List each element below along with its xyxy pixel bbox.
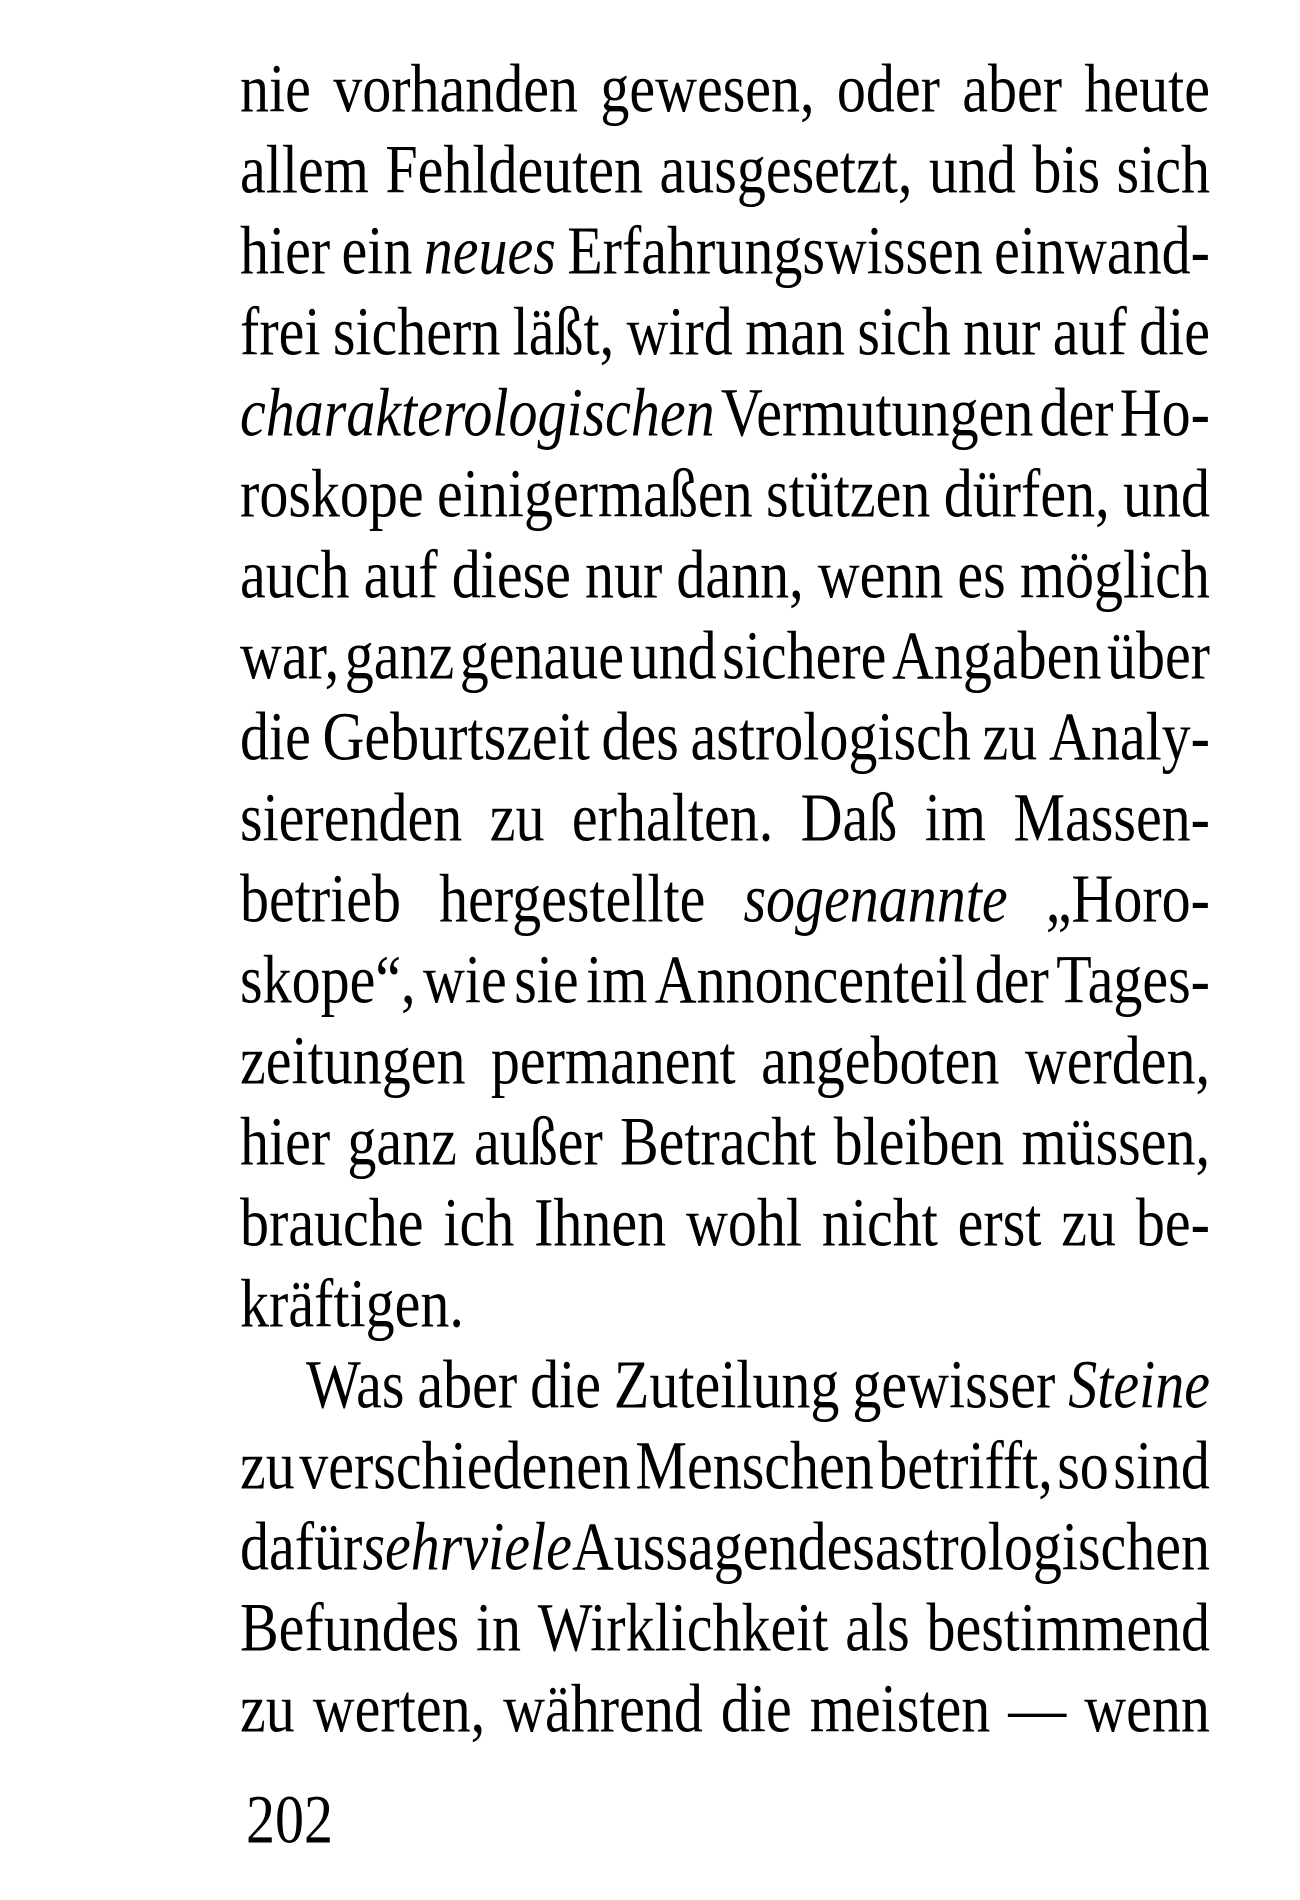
word: zu bbox=[982, 698, 1038, 775]
word: dann, bbox=[676, 536, 804, 613]
word: gewesen, bbox=[600, 50, 815, 127]
word: Ho- bbox=[1119, 374, 1210, 451]
word: neues bbox=[423, 212, 556, 289]
word: in bbox=[475, 1589, 521, 1666]
word: wie bbox=[423, 941, 507, 1018]
word: im bbox=[924, 779, 987, 856]
word: kräftigen. bbox=[240, 1265, 464, 1342]
word: Fehldeuten bbox=[385, 131, 644, 208]
word: allem bbox=[240, 131, 369, 208]
word: über bbox=[1106, 617, 1210, 694]
word: nur bbox=[584, 536, 663, 613]
word: aber bbox=[962, 50, 1063, 127]
word: Vermutungen bbox=[720, 374, 1034, 451]
word: angeboten bbox=[761, 1022, 1000, 1099]
word: der bbox=[1039, 374, 1114, 451]
word: betrieb bbox=[240, 860, 402, 937]
word: zu bbox=[489, 779, 545, 856]
word: bestimmend bbox=[926, 1589, 1210, 1666]
word: ganz bbox=[344, 617, 455, 694]
word: be- bbox=[1135, 1184, 1210, 1261]
word: auf bbox=[1052, 293, 1127, 370]
word: skope“, bbox=[240, 941, 416, 1018]
word: Zuteilung bbox=[613, 1346, 840, 1423]
word: nicht bbox=[821, 1184, 938, 1261]
word: sichern bbox=[332, 293, 501, 370]
word: Annoncenteil bbox=[654, 941, 968, 1018]
word: Ihnen bbox=[534, 1184, 667, 1261]
word: auch bbox=[240, 536, 350, 613]
word: man bbox=[745, 293, 845, 370]
word: und bbox=[1122, 455, 1210, 532]
word: sind bbox=[1113, 1427, 1210, 1504]
word: verschiedenen bbox=[299, 1427, 631, 1504]
word: ganz bbox=[347, 1103, 457, 1180]
word: frei bbox=[240, 293, 321, 370]
word: und bbox=[928, 131, 1016, 208]
word: im bbox=[586, 941, 648, 1018]
word: Betracht bbox=[619, 1103, 817, 1180]
word: ein bbox=[341, 212, 413, 289]
word: heute bbox=[1084, 50, 1210, 127]
word: als bbox=[845, 1589, 910, 1666]
word: Erfahrungswissen bbox=[567, 212, 983, 289]
word: die bbox=[1139, 293, 1210, 370]
word: betrifft, bbox=[878, 1427, 1053, 1504]
word: wenn bbox=[817, 536, 944, 613]
word: permanent bbox=[490, 1022, 736, 1099]
word: Analy- bbox=[1048, 698, 1210, 775]
word: nie bbox=[240, 50, 311, 127]
word: wohl bbox=[686, 1184, 802, 1261]
word: Tages- bbox=[1056, 941, 1210, 1018]
word: sich bbox=[857, 293, 951, 370]
word: — bbox=[1008, 1670, 1067, 1747]
word: einigermaßen bbox=[437, 455, 753, 532]
word: der bbox=[974, 941, 1049, 1018]
word: Wirklichkeit bbox=[537, 1589, 829, 1666]
word: stützen bbox=[766, 455, 931, 532]
word: während bbox=[503, 1670, 703, 1747]
word: einwand- bbox=[994, 212, 1210, 289]
word: die bbox=[530, 1346, 601, 1423]
word: zeitungen bbox=[240, 1022, 466, 1099]
word: auf bbox=[363, 536, 438, 613]
word: astrologisch bbox=[690, 698, 971, 775]
word: Menschen bbox=[635, 1427, 874, 1504]
word: zu bbox=[240, 1670, 295, 1747]
word: wird bbox=[626, 293, 733, 370]
word: werten, bbox=[312, 1670, 486, 1747]
word: sehr bbox=[362, 1508, 463, 1585]
word: erhalten. bbox=[571, 779, 774, 856]
word: Geburtszeit bbox=[322, 698, 590, 775]
word: Aussagen bbox=[571, 1508, 798, 1585]
word: erst bbox=[957, 1184, 1042, 1261]
word: so bbox=[1057, 1427, 1109, 1504]
word: genaue bbox=[459, 617, 625, 694]
word: viele bbox=[462, 1508, 572, 1585]
word: bis bbox=[1032, 131, 1101, 208]
text-line bbox=[240, 1661, 1210, 1757]
word: nur bbox=[963, 293, 1041, 370]
word: Daß bbox=[800, 779, 898, 856]
word: wenn bbox=[1084, 1670, 1210, 1747]
word: dürfen, bbox=[943, 455, 1110, 532]
word: möglich bbox=[1019, 536, 1210, 613]
word: des bbox=[797, 1508, 875, 1585]
word: außer bbox=[473, 1103, 603, 1180]
word: „Horo- bbox=[1045, 860, 1210, 937]
word: Angaben bbox=[891, 617, 1102, 694]
page-number: 202 bbox=[246, 1781, 333, 1858]
word: brauche bbox=[240, 1184, 424, 1261]
word: sie bbox=[514, 941, 579, 1018]
word: die bbox=[240, 698, 311, 775]
word: Massen- bbox=[1013, 779, 1210, 856]
word: vorhanden bbox=[333, 50, 578, 127]
word: ich bbox=[443, 1184, 515, 1261]
word: hergestellte bbox=[439, 860, 706, 937]
word: sichere bbox=[722, 617, 887, 694]
word: des bbox=[601, 698, 679, 775]
word: charakterologischen bbox=[240, 374, 715, 451]
word: zu bbox=[1061, 1184, 1117, 1261]
word: astrologischen bbox=[874, 1508, 1210, 1585]
word: bleiben bbox=[833, 1103, 1005, 1180]
word: meisten bbox=[809, 1670, 991, 1747]
word: zu bbox=[240, 1427, 295, 1504]
text-block bbox=[240, 48, 1210, 1749]
word: gewisser bbox=[852, 1346, 1056, 1423]
word: sierenden bbox=[240, 779, 463, 856]
word: und bbox=[629, 617, 717, 694]
word: Steine bbox=[1068, 1346, 1210, 1423]
word: Befundes bbox=[240, 1589, 460, 1666]
word: sogenannte bbox=[743, 860, 1008, 937]
word: oder bbox=[836, 50, 940, 127]
word: hier bbox=[240, 1103, 331, 1180]
word: roskope bbox=[240, 455, 424, 532]
word: sich bbox=[1116, 131, 1210, 208]
word: diese bbox=[451, 536, 571, 613]
word: dafür bbox=[240, 1508, 363, 1585]
word: müssen, bbox=[1021, 1103, 1210, 1180]
word: werden, bbox=[1024, 1022, 1210, 1099]
word: war, bbox=[240, 617, 340, 694]
word: läßt, bbox=[512, 293, 615, 370]
word: hier bbox=[240, 212, 331, 289]
word: die bbox=[720, 1670, 792, 1747]
word: ausgesetzt, bbox=[659, 131, 913, 208]
word: aber bbox=[417, 1346, 518, 1423]
word: Was bbox=[306, 1346, 405, 1423]
word: es bbox=[957, 536, 1006, 613]
